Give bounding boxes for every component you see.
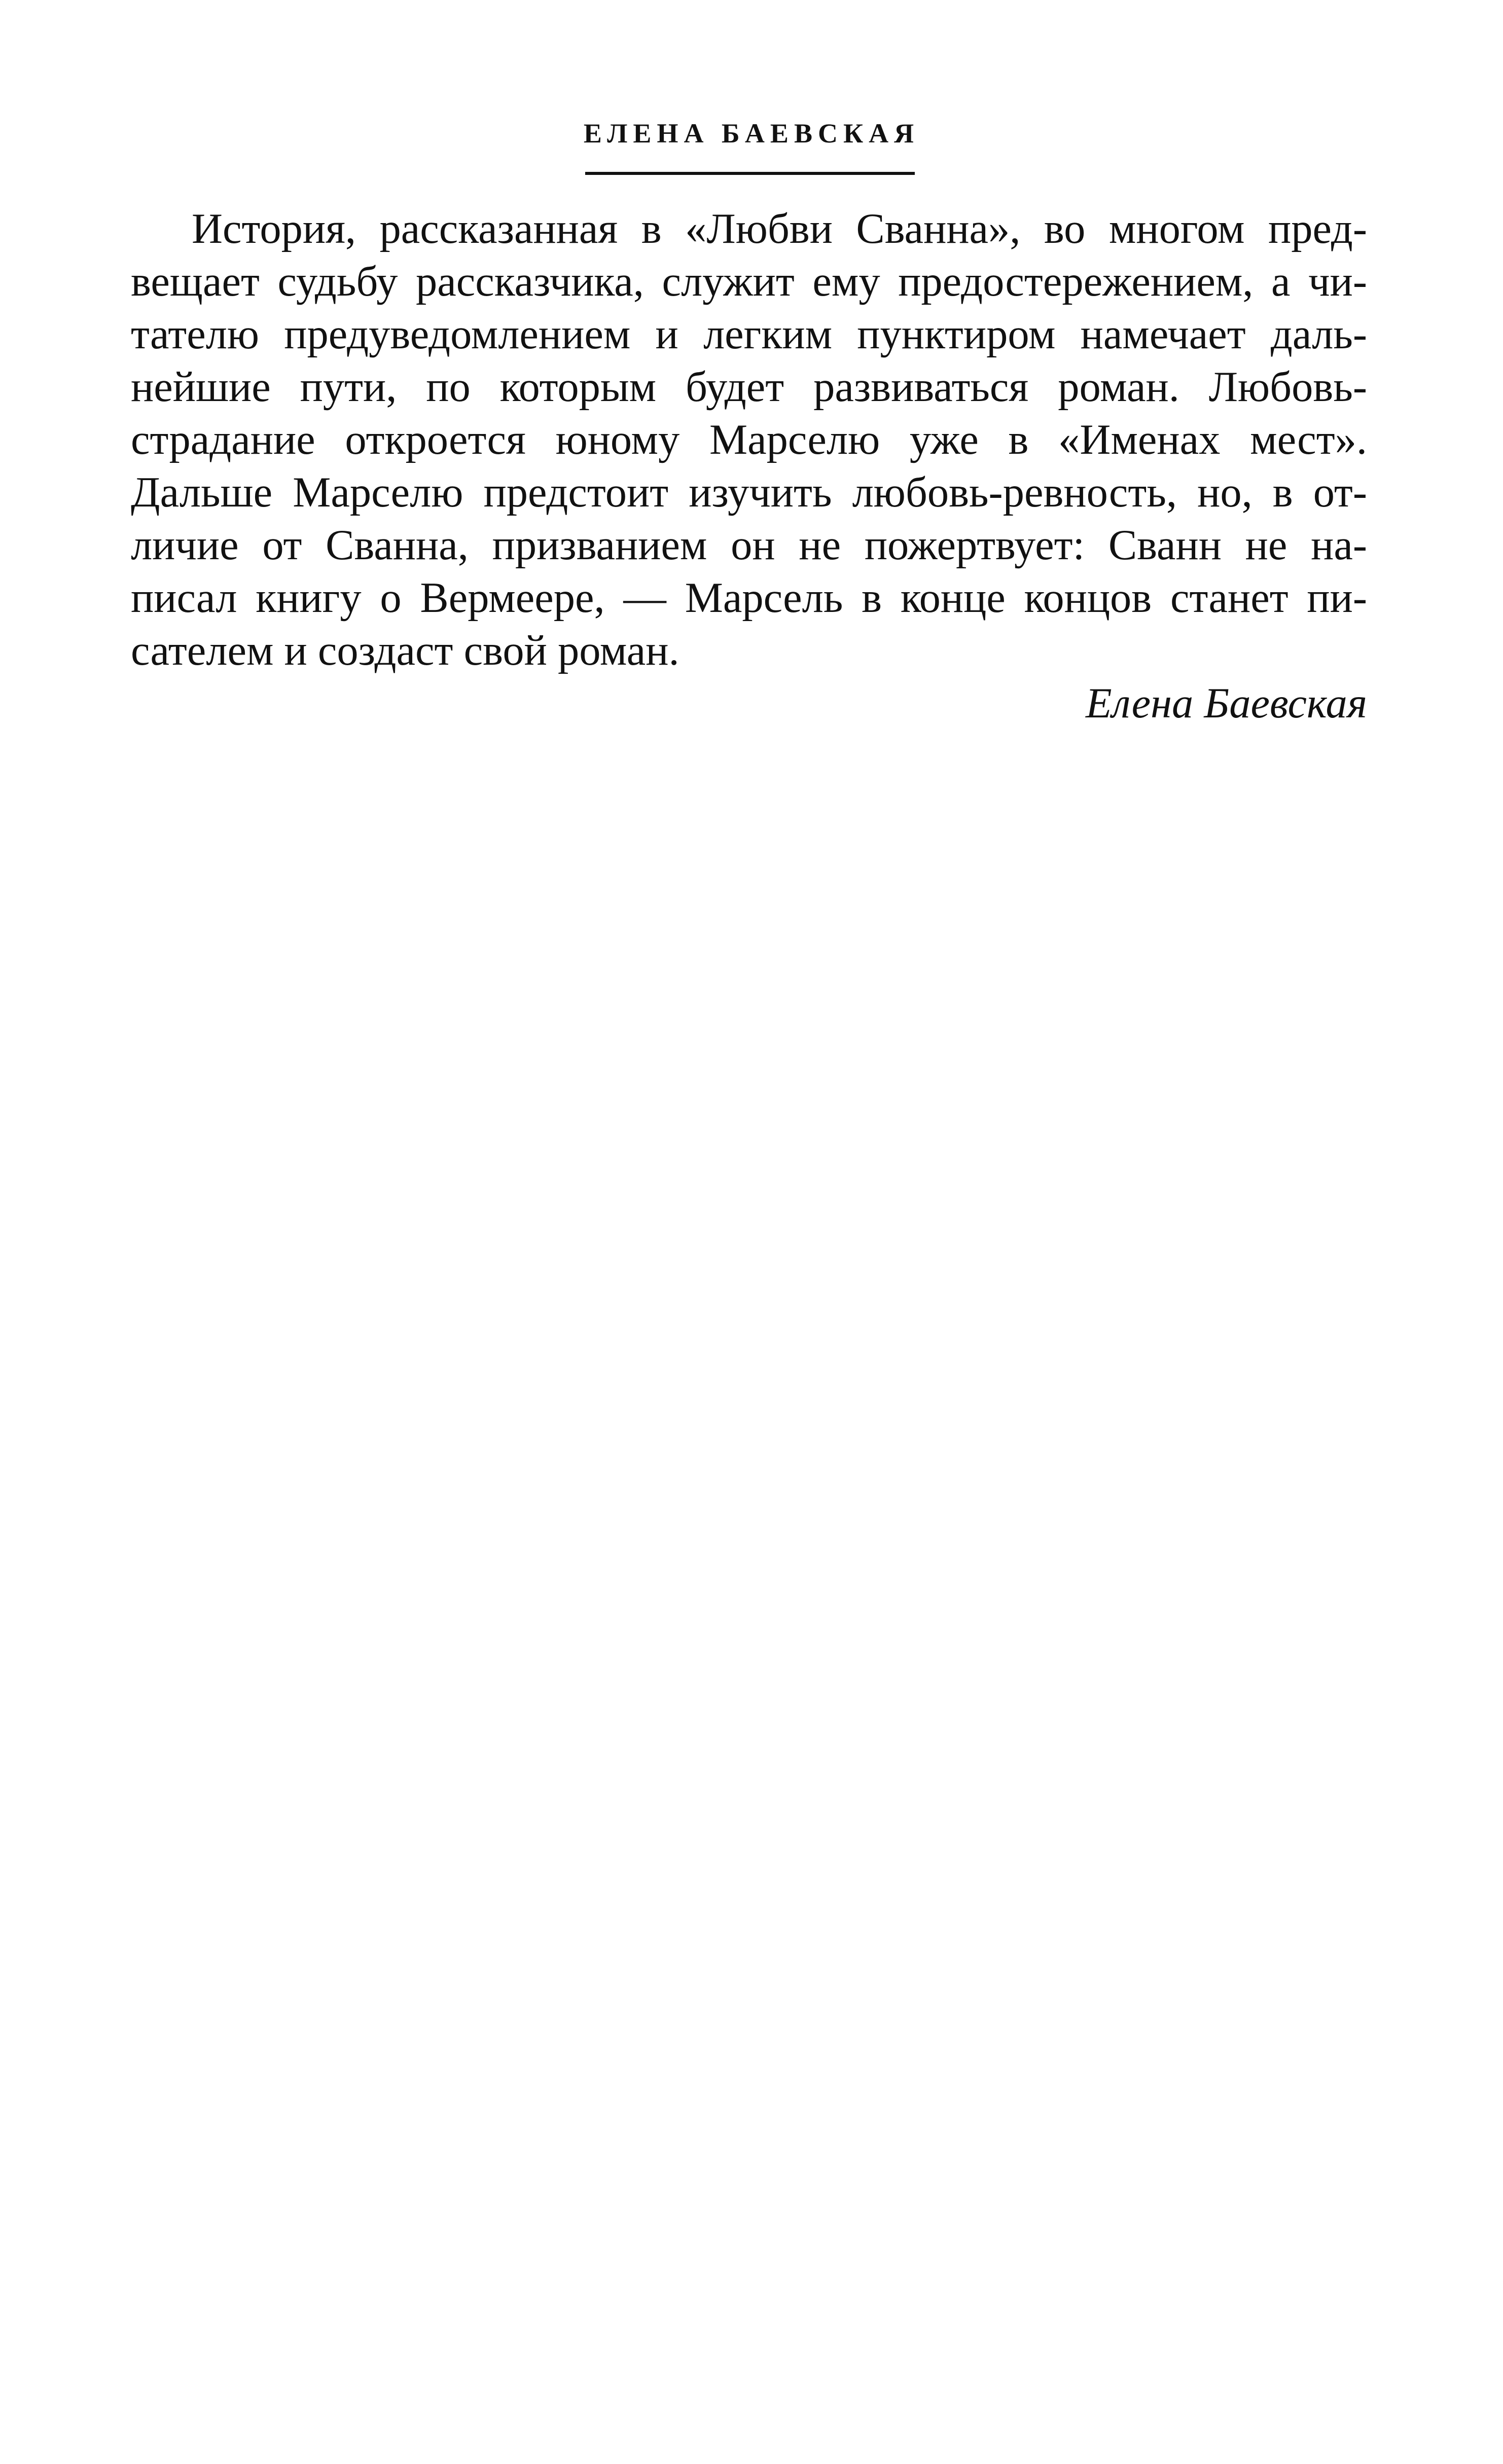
- text-line: Дальше Марселю предстоит изучить любовь-ревность, но, в от-: [131, 469, 1367, 516]
- text-line: страдание откроется юному Марселю уже в «Именах мест».: [131, 416, 1367, 463]
- text-line: тателю предуведомлением и легким пунктиром намечает даль-: [131, 311, 1367, 358]
- author-signature: Елена Баевская: [1086, 680, 1367, 727]
- text-line: нейшие пути, по которым будет развиваться роман. Любовь-: [131, 364, 1367, 411]
- text-line: сателем и создаст свой роман.: [131, 627, 679, 674]
- text-line: История, рассказанная в «Любви Сванна», во многом пред-: [192, 205, 1367, 252]
- running-title: ЕЛЕНА БАЕВСКАЯ: [583, 118, 920, 149]
- text-line: вещает судьбу рассказчика, служит ему предостережением, а чи-: [131, 258, 1367, 305]
- text-line: писал книгу о Вермеере, — Марсель в конце концов станет пи-: [131, 574, 1367, 622]
- title-underline-rule: [585, 172, 915, 175]
- body-paragraph: [131, 203, 1367, 677]
- text-line: личие от Сванна, призванием он не пожертвует: Сванн не на-: [131, 522, 1367, 569]
